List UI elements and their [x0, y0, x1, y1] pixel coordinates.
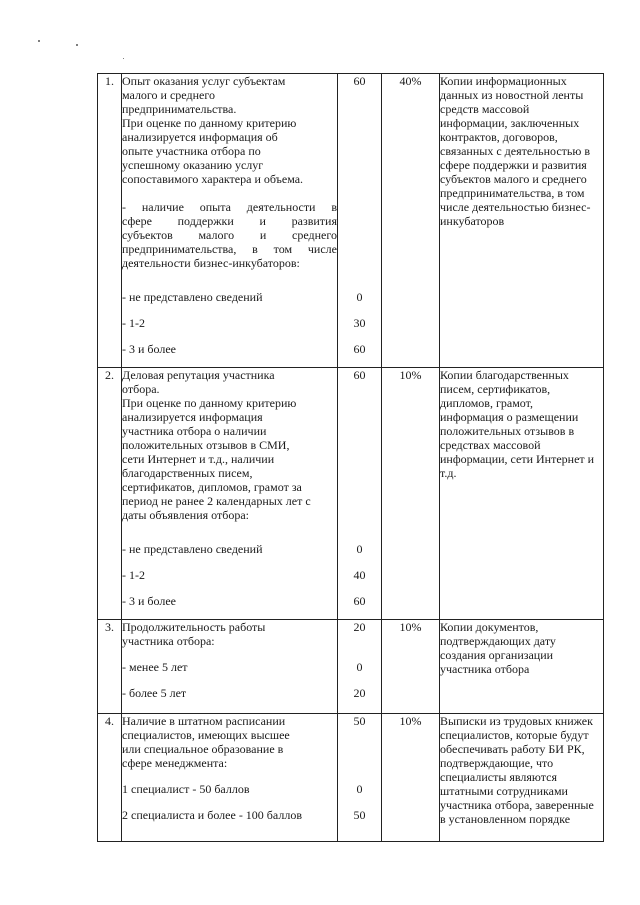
score-cell: [338, 620, 382, 714]
criterion-title: Наличие в штатном расписании: [122, 714, 286, 728]
criterion-note: даты объявления отбора:: [122, 508, 249, 522]
criterion-note: сопоставимого характера и объема.: [122, 172, 304, 186]
option-label: - не представлено сведений: [122, 290, 263, 304]
weight-cell: 40%: [382, 74, 440, 368]
criterion-description: [122, 368, 338, 620]
criterion-number: 2.: [98, 368, 122, 620]
criterion-row-2: [98, 368, 604, 620]
criterion-note: анализируется информация: [122, 410, 263, 424]
option-score: 0: [356, 660, 363, 674]
max-score: 60: [353, 368, 366, 382]
criterion-note: При оценке по данному критерию: [122, 396, 297, 410]
documents-line: Копии информационных: [440, 74, 567, 88]
documents-line: положительных отзывов в: [440, 424, 575, 438]
option-label: 1 специалист - 50 баллов: [122, 782, 250, 796]
option-score: 0: [356, 542, 363, 556]
max-score: 60: [353, 74, 366, 88]
documents-line: Копии документов,: [440, 620, 539, 634]
documents-line: связанных с деятельностью в: [440, 144, 591, 158]
max-score: 50: [353, 714, 366, 728]
score-cell: [338, 74, 382, 368]
criterion-title: Деловая репутация участника: [122, 368, 275, 382]
criterion-row-4: [98, 714, 604, 842]
criterion-title: малого и среднего: [122, 88, 215, 102]
documents-line: подтверждающих дату: [440, 634, 556, 648]
criterion-description: [122, 714, 338, 842]
documents-line: информации, сети Интернет и: [440, 452, 595, 466]
option-score: 60: [353, 594, 366, 608]
documents-cell: [440, 714, 604, 842]
criterion-number: 3.: [98, 620, 122, 714]
weight-cell: 10%: [382, 620, 440, 714]
criterion-note: сертификатов, дипломов, грамот за: [122, 480, 302, 494]
criterion-note: При оценке по данному критерию: [122, 116, 297, 130]
criterion-row-1: [98, 74, 604, 368]
option-label: - не представлено сведений: [122, 542, 263, 556]
option-score: 50: [353, 808, 366, 822]
criteria-table: [97, 73, 604, 842]
weight-cell: 10%: [382, 368, 440, 620]
option-score: 30: [353, 316, 366, 330]
criterion-note: благодарственных писем,: [122, 466, 253, 480]
option-label: - более 5 лет: [122, 686, 187, 700]
criterion-title: участника отбора:: [122, 634, 215, 648]
option-score: 20: [353, 686, 366, 700]
criterion-title: Продолжительность работы: [122, 620, 266, 634]
max-score: 20: [353, 620, 366, 634]
criterion-subcondition: субъектов малого и среднего: [122, 228, 337, 242]
documents-line: создания организации: [440, 648, 554, 662]
option-label: - 3 и более: [122, 594, 177, 608]
option-label: - 3 и более: [122, 342, 177, 356]
documents-line: штатными сотрудниками: [440, 784, 568, 798]
score-cell: [338, 714, 382, 842]
criterion-title: предпринимательства.: [122, 102, 237, 116]
option-score: 40: [353, 568, 366, 582]
criterion-title: сфере менеджмента:: [122, 756, 228, 770]
documents-line: данных из новостной ленты: [440, 88, 584, 102]
scan-speck: [76, 44, 78, 46]
documents-line: Выписки из трудовых книжек: [440, 714, 593, 728]
weight-cell: 10%: [382, 714, 440, 842]
option-label: - 1-2: [122, 316, 145, 330]
documents-line: специалисты являются: [440, 770, 557, 784]
documents-line: информации, заключенных: [440, 116, 580, 130]
documents-line: средствах массовой: [440, 438, 541, 452]
criterion-note: анализируется информация об: [122, 130, 278, 144]
criterion-title: специалистов, имеющих высшее: [122, 728, 290, 742]
documents-line: средств массовой: [440, 102, 530, 116]
criterion-note: положительных отзывов в СМИ,: [122, 438, 290, 452]
scan-speck: [38, 40, 40, 42]
documents-line: в установленном порядке: [440, 812, 571, 826]
documents-cell: [440, 368, 604, 620]
documents-line: участника отбора: [440, 662, 530, 676]
criterion-subcondition: сфере поддержки и развития: [122, 214, 337, 228]
option-label: - 1-2: [122, 568, 145, 582]
option-label: 2 специалиста и более - 100 баллов: [122, 808, 302, 822]
criterion-title: отбора.: [122, 382, 160, 396]
documents-line: дипломов, грамот,: [440, 396, 533, 410]
criterion-subcondition: - наличие опыта деятельности в: [122, 200, 337, 214]
documents-line: сфере поддержки и развития: [440, 158, 587, 172]
criterion-description: [122, 620, 338, 714]
criterion-description: [122, 74, 338, 368]
criterion-title: Опыт оказания услуг субъектам: [122, 74, 286, 88]
option-score: 60: [353, 342, 366, 356]
criterion-title: или специальное образование в: [122, 742, 284, 756]
documents-line: подтверждающие, что: [440, 756, 554, 770]
option-score: 0: [356, 782, 363, 796]
documents-cell: [440, 74, 604, 368]
option-score: 0: [356, 290, 363, 304]
documents-line: специалистов, которые будут: [440, 728, 589, 742]
criterion-number: 1.: [98, 74, 122, 368]
documents-line: числе деятельностью бизнес-: [440, 200, 591, 214]
option-label: - менее 5 лет: [122, 660, 188, 674]
documents-line: обеспечивать работу БИ РК,: [440, 742, 585, 756]
documents-line: инкубаторов: [440, 214, 505, 228]
documents-line: информация о размещении: [440, 410, 579, 424]
documents-line: контрактов, договоров,: [440, 130, 558, 144]
criterion-note: сети Интернет и т.д., наличии: [122, 452, 275, 466]
criterion-subcondition: деятельности бизнес-инкубаторов:: [122, 256, 300, 270]
scan-speck: [123, 58, 124, 59]
documents-line: участника отбора, заверенные: [440, 798, 594, 812]
criterion-number: 4.: [98, 714, 122, 842]
documents-line: субъектов малого и среднего: [440, 172, 587, 186]
criterion-note: успешному оказанию услуг: [122, 158, 264, 172]
documents-cell: [440, 620, 604, 714]
criterion-note: участника отбора о наличии: [122, 424, 267, 438]
criterion-note: период не ранее 2 календарных лет с: [122, 494, 311, 508]
documents-line: предпринимательства, в том: [440, 186, 585, 200]
criterion-row-3: [98, 620, 604, 714]
documents-line: т.д.: [440, 466, 457, 480]
score-cell: [338, 368, 382, 620]
documents-line: писем, сертификатов,: [440, 382, 551, 396]
criterion-subcondition: предпринимательства, в том числе: [122, 242, 337, 256]
criterion-note: опыте участника отбора по: [122, 144, 261, 158]
documents-line: Копии благодарственных: [440, 368, 569, 382]
